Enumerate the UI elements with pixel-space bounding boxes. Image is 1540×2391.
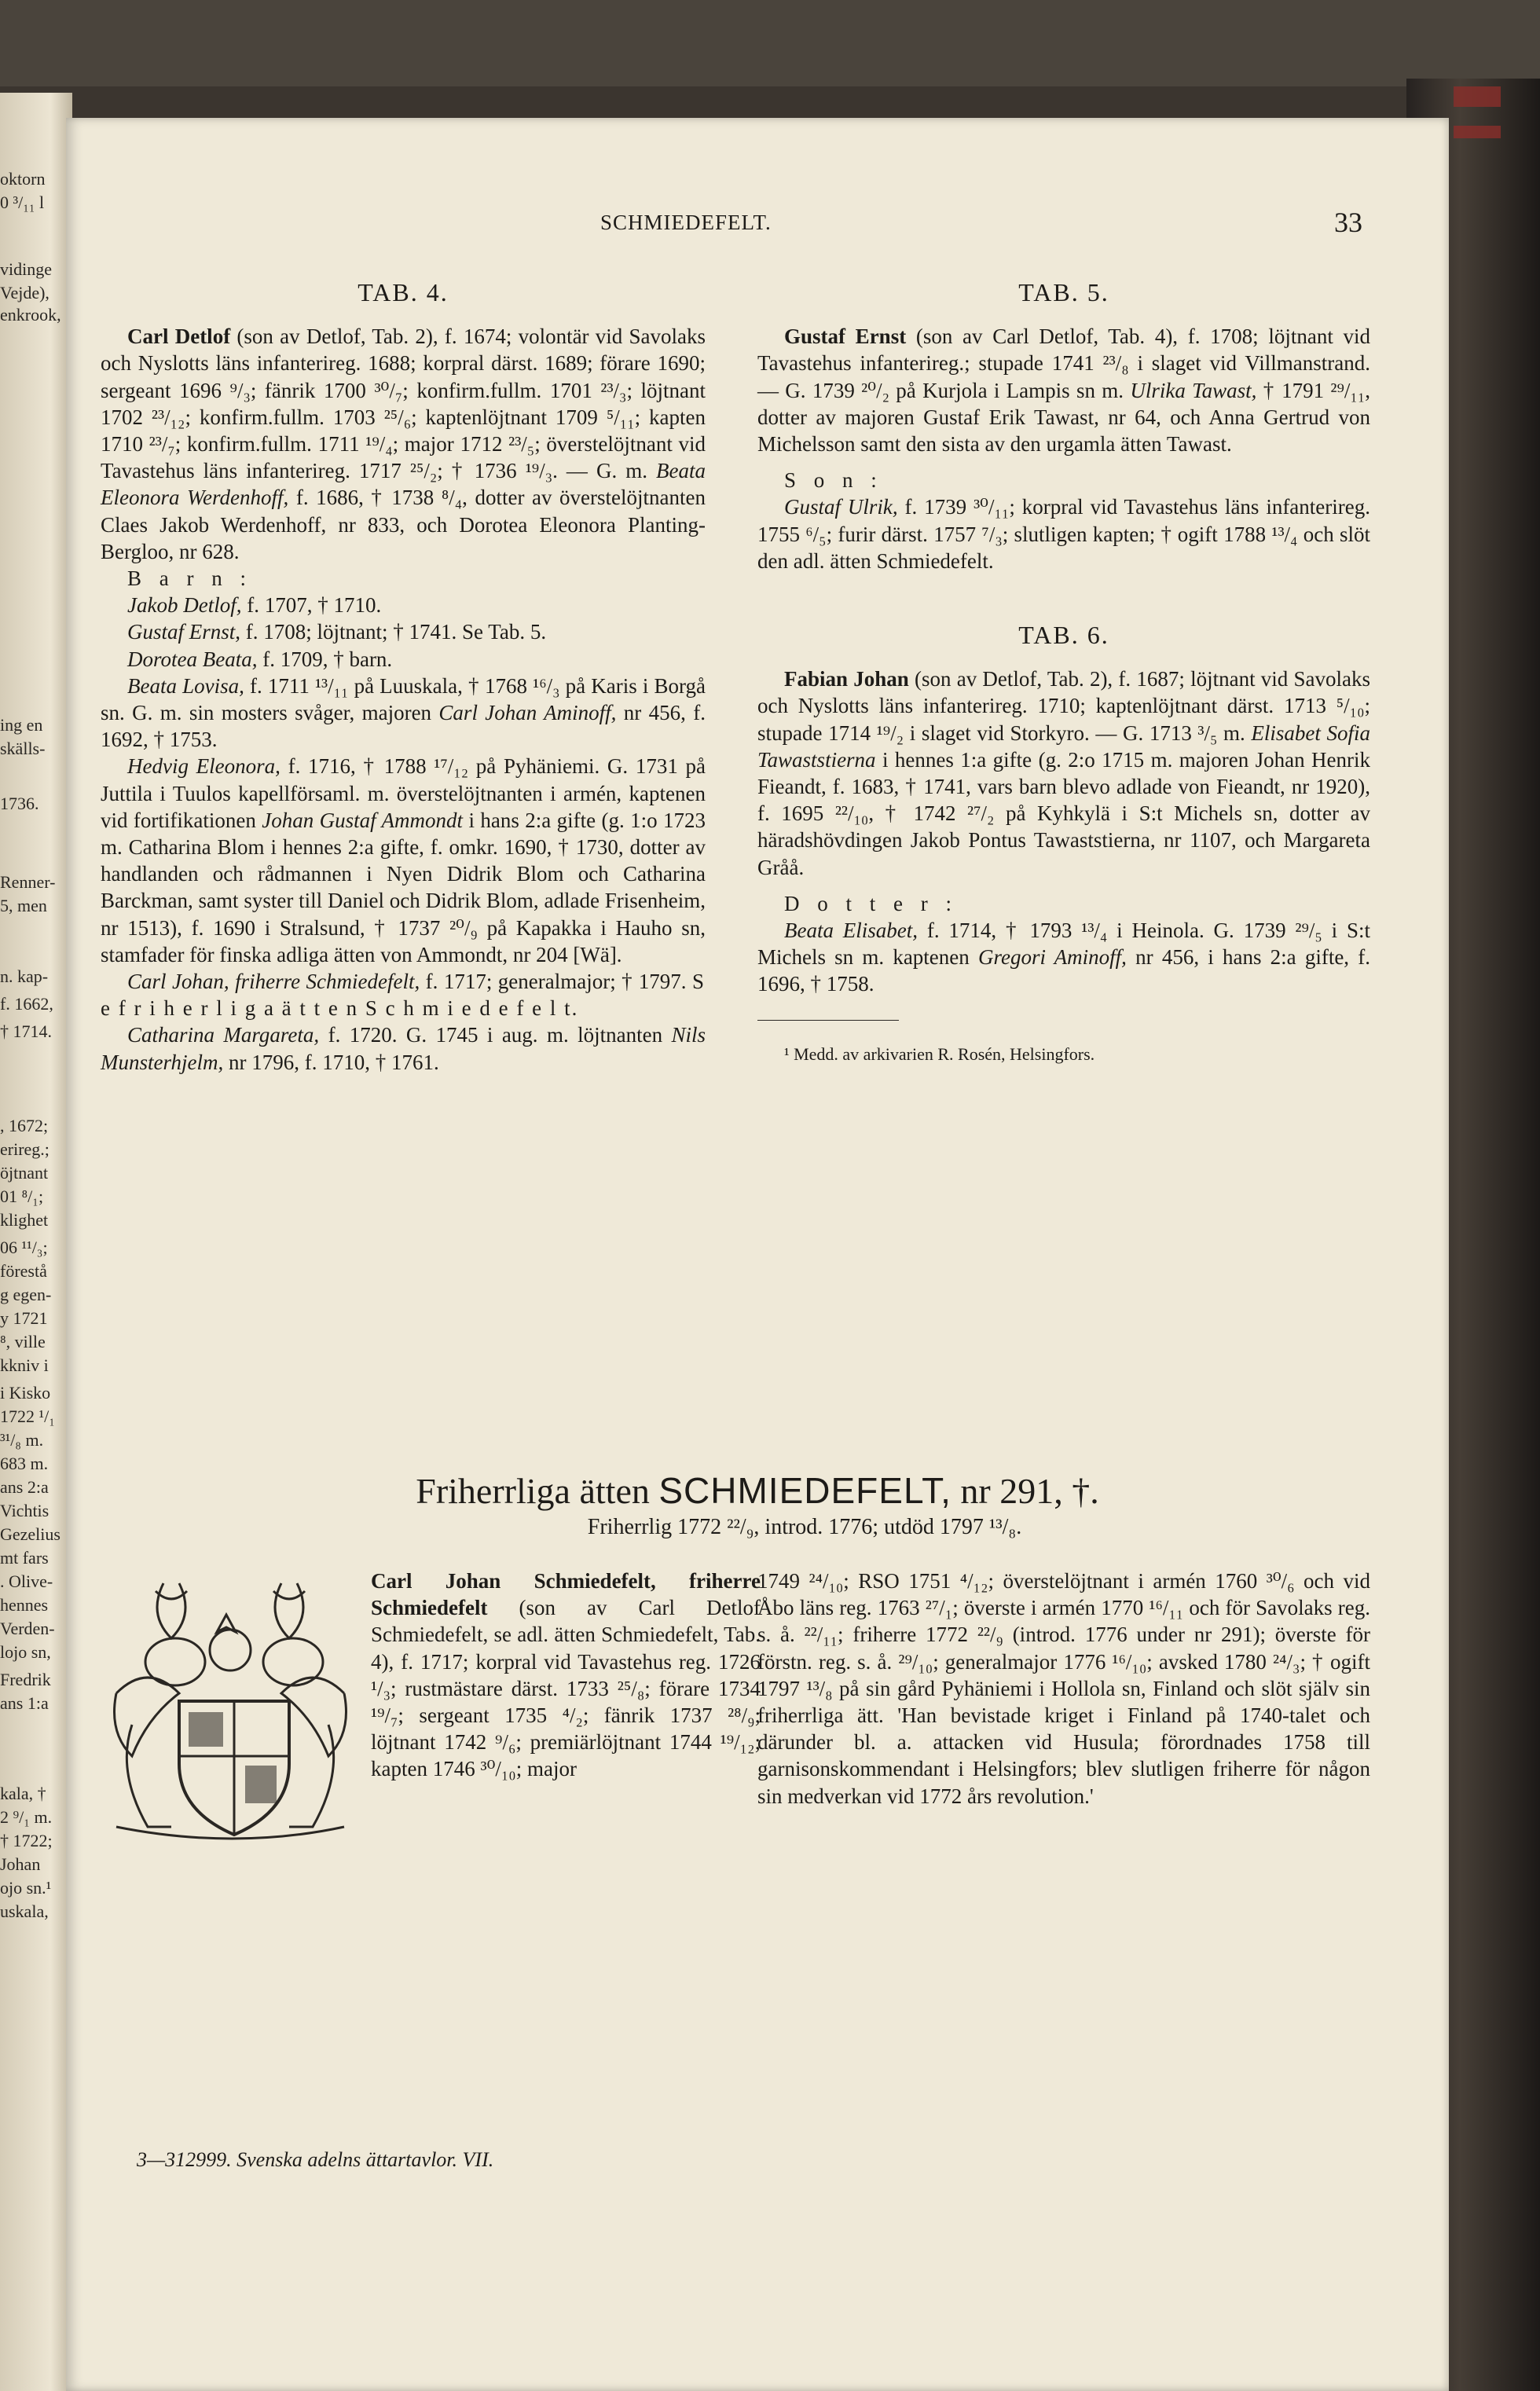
- left-page-fragment: skälls-: [0, 739, 46, 758]
- left-page-fragment: Fredrik: [0, 1670, 51, 1689]
- section-subtitle: Friherrlig 1772 ²²/₉, introd. 1776; utdöd 1797 ¹³/₈.: [587, 1515, 1022, 1539]
- left-page-fragment: 0 ³/₁₁ l: [0, 193, 45, 212]
- child-entry: Catharina Margareta, f. 1720. G. 1745 i aug. m. löjtnanten Nils Munsterhjelm, nr 1796, f. 1710, † 1761.: [101, 1023, 706, 1074]
- print-signature: 3—312999. Svenska adelns ättartavlor. VII.: [137, 2148, 494, 2171]
- baron-entry: Carl Johan Schmiedefelt, friherre Schmiedefelt (son av Carl Detlof Schmiedefelt, se adl. ätten Schmiedefelt, Tab. 4), f. 1717; korpral vid Tavastehus reg. 1726 ¹/₃; rustmästare därst. 1733 ²⁵/₈; förare 1734 ¹⁹/₇; sergeant 1735 ⁴/₂; fänrik 1737 ²⁸/₉; löjtnant 1742 ⁹/₆; premiärlöjtnant 1744 ¹⁹/₁₂; kapten 1746 ³⁰/₁₀; major: [371, 1569, 761, 1781]
- children-label: B a r n :: [127, 567, 252, 591]
- left-page-fragment: ans 2:a: [0, 1477, 49, 1497]
- child-entry: Hedvig Eleonora, f. 1716, † 1788 ¹⁷/₁₂ på Pyhäniemi. G. 1731 på Juttila i Tuulos kapellförsaml. m. överstelöjtnanten i armén, kaptenen vid fortifikationen Johan Gustaf Ammondt i hans 2:a gifte (g. 1:o 1723 m. Catharina Blom i hennes 2:a gifte, f. omkr. 1690, † 1730, dotter av handlanden och rådmannen i Nyen Didrik Blom och Catharina Barckman, samt syster till Daniel och Didrik Blom, adlade Frisenheim, nr 1513), f. 1690 i Stralsund, † 1737 ²⁰/₉ på Kapakka i Hauho sn, stamfader för finska adliga ätten von Ammondt, nr 204 [Wä].: [101, 754, 706, 966]
- page-number: 33: [1334, 207, 1362, 238]
- left-page-fragment: uskala,: [0, 1901, 49, 1921]
- son-label: S o n :: [784, 468, 883, 493]
- section-title: Friherrliga ätten SCHMIEDEFELT, nr 291, †.: [416, 1470, 1099, 1511]
- left-page-fragment: Gezelius: [0, 1524, 60, 1544]
- left-page-fragment: oktorn: [0, 169, 46, 189]
- left-page-fragment: † 1714.: [0, 1021, 52, 1041]
- left-page-fragment: Vejde),: [0, 283, 50, 303]
- left-page-edge: [0, 93, 72, 2391]
- coat-of-arms: [101, 1568, 360, 1843]
- left-page-fragment: 1722 ¹/₁: [0, 1406, 55, 1426]
- left-page-fragment: mt fars: [0, 1548, 49, 1568]
- child-entry: Beata Elisabet, f. 1714, † 1793 ¹³/₄ i Heinola. G. 1739 ²⁹/₅ i S:t Michels sn m. kaptenen Gregori Aminoff, nr 456, i hans 2:a gifte, f. 1696, † 1758.: [757, 919, 1370, 996]
- section-right-column: 1749 ²⁴/₁₀; RSO 1751 ⁴/₁₂; överstelöjtnant i armén 1760 ³⁰/₆ och vid Åbo läns reg. 1763 ²⁷/₁; överste i armén 1770 ¹⁶/₁₁ och för Savolaks reg. s. å. ²²/₁₁; friherre 1772 ²²/₉ (introd. 1776 under nr 291); överste för förstn. reg. s. å. ²⁹/₁₀; generalmajor 1776 ¹⁶/₁₀; avsked 1780 ²⁴/₃; † ogift 1797 ¹³/₈ på sin gård Pyhäniemi i Hollola sn, Finland och slöt själv sin friherrliga ätt. 'Han bevistade kriget i Finland på 1740-talet och därunder bl. a. attacken vid Husula; förordnades 1758 till garnisonskommendant i Helsingfors; blev slutligen friherre för någon sin medverkan vid 1772 års revolution.': [757, 1569, 1370, 1808]
- daughter-label: D o t t e r :: [784, 891, 958, 915]
- left-page-fragment: enkrook,: [0, 305, 61, 325]
- left-page-fragment: ing en: [0, 715, 43, 735]
- left-page-fragment: 06 ¹¹/₃;: [0, 1238, 48, 1257]
- left-page-fragment: Verden-: [0, 1619, 55, 1638]
- child-entry: Beata Lovisa, f. 1711 ¹³/₁₁ på Luuskala, † 1768 ¹⁶/₃ på Karis i Borgå sn. G. m. sin mosters svåger, majoren Carl Johan Aminoff, nr 456, f. 1692, † 1753.: [101, 673, 706, 752]
- left-page-fragment: , 1672;: [0, 1116, 49, 1135]
- page-header: [66, 207, 1449, 250]
- left-page-fragment: y 1721: [0, 1308, 48, 1328]
- child-entry: Gustaf Ulrik, f. 1739 ³⁰/₁₁; korpral vid Tavastehus läns infanterireg. 1755 ⁶/₅; furir därst. 1757 ⁷/₃; slutligen kapten; † ogift 1788 ¹³/₄ och slöt den adl. ätten Schmiedefelt.: [757, 495, 1370, 573]
- tab6-heading: TAB. 6.: [1018, 621, 1109, 650]
- left-page-fragment: kala, †: [0, 1784, 46, 1803]
- left-page-fragment: Renner-: [0, 872, 56, 892]
- child-entry: Dorotea Beata, f. 1709, † barn.: [127, 647, 393, 671]
- child-entry: Jakob Detlof, f. 1707, † 1710.: [127, 593, 382, 618]
- background: [0, 0, 1540, 86]
- left-page-fragment: g egen-: [0, 1285, 52, 1304]
- spine-marking: [1454, 126, 1501, 138]
- left-page-fragment: förestå: [0, 1261, 47, 1281]
- tab4-heading: TAB. 4.: [358, 278, 449, 306]
- left-page-fragment: erireg.;: [0, 1139, 50, 1159]
- tab5-heading: TAB. 5.: [1018, 278, 1109, 306]
- running-head: SCHMIEDEFELT.: [600, 211, 772, 234]
- left-page-fragment: ans 1:a: [0, 1693, 49, 1713]
- child-entry: Gustaf Ernst, f. 1708; löjtnant; † 1741. Se Tab. 5.: [127, 620, 547, 644]
- left-page-fragment: † 1722;: [0, 1831, 53, 1850]
- tab6-entry: Fabian Johan (son av Detlof, Tab. 2), f. 1687; löjtnant vid Savolaks och Nyslotts läns infanterireg. 1710; kaptenlöjtnant därst. 1713 ⁵/₁₀; stupade 1714 ¹⁹/₂ i slaget vid Storkyro. — G. 1713 ³/₅ m. Elisabet Sofia Tawaststierna i hennes 1:a gifte (g. 2:o 1715 m. majoren Johan Henrik Fieandt, f. 1683, † 1741, vars barn blevo adlade von Fieandt, nr 1920), f. 1695 ²²/₁₀, † 1742 ²⁷/₂ på Kyhkylä i S:t Michels sn, dotter av häradshövdingen Jakob Pontus Tawaststierna, nr 1107, och Margareta Gråå.: [757, 667, 1371, 879]
- left-page-fragment: Johan: [0, 1854, 41, 1874]
- footnote-rule: [757, 1020, 899, 1021]
- tab4-entry: Carl Detlof (son av Detlof, Tab. 2), f. 1674; volontär vid Savolaks och Nyslotts läns infanterireg. 1688; korpral därst. 1689; förare 1690; sergeant 1696 ⁹/₃; fänrik 1700 ³⁰/₇; konfirm.fullm. 1701 ²³/₃; löjtnant 1702 ²³/₁₂; konfirm.fullm. 1703 ²⁵/₆; kaptenlöjtnant 1709 ⁵/₁₁; kapten 1710 ²³/₇; konfirm.fullm. 1711 ¹⁹/₄; major 1712 ²³/₅; överstelöjtnant vid Tavastehus läns infanterireg. 1717 ²⁵/₂; † 1736 ¹⁹/₃. — G. m. Beata Eleonora Werdenhoff, f. 1686, † 1738 ⁸/₄, dotter av överstelöjtnanten Claes Jakob Werdenhoff, nr 833, och Dorotea Eleonora Planting-Bergloo, nr 628.: [101, 325, 706, 563]
- left-page-fragment: 01 ⁸/₁;: [0, 1186, 44, 1206]
- left-page-fragment: . Olive-: [0, 1571, 53, 1591]
- left-page-fragment: 5, men: [0, 896, 47, 915]
- footnote: ¹ Medd. av arkivarien R. Rosén, Helsingfors.: [784, 1043, 1095, 1064]
- spine-marking: [1454, 86, 1501, 107]
- left-page-fragment: lojo sn,: [0, 1642, 51, 1662]
- left-page-fragment: ojo sn.¹: [0, 1878, 52, 1898]
- barony-section: [66, 1469, 1449, 1540]
- left-page-fragment: hennes: [0, 1595, 49, 1615]
- tab5-entry: Gustaf Ernst (son av Carl Detlof, Tab. 4), f. 1708; löjtnant vid Tavastehus infanterireg.; stupade 1741 ²³/₈ i slaget vid Villmanstrand. — G. 1739 ²⁰/₂ på Kurjola i Lampis sn m. Ulrika Tawast, † 1791 ²⁹/₁₁, dotter av majoren Gustaf Erik Tawast, nr 64, och Anna Gertrud von Michelsson samt den sista av den urgamla ätten Tawast.: [757, 325, 1371, 457]
- column-left: [101, 279, 706, 1076]
- left-page-fragment: ³¹/₈ m.: [0, 1430, 44, 1450]
- left-page-fragment: 2 ⁹/₁ m.: [0, 1807, 53, 1827]
- left-page-fragment: 1736.: [0, 794, 39, 813]
- left-page-fragment: ⁸, ville: [0, 1332, 46, 1351]
- left-page-fragment: Vichtis: [0, 1501, 50, 1520]
- column-right: [757, 279, 1370, 1068]
- left-page-fragment: klighet: [0, 1210, 49, 1230]
- left-page-fragment: i Kisko: [0, 1383, 51, 1403]
- child-entry: Carl Johan, friherre Schmiedefelt, f. 1717; generalmajor; † 1797. S e f r i h e r l i g a ä t t e n S c h m i e d e f e l t.: [101, 970, 706, 1021]
- left-page-fragment: vidinge: [0, 259, 52, 279]
- left-page-fragment: n. kap-: [0, 966, 49, 986]
- left-page-fragment: öjtnant: [0, 1163, 49, 1183]
- section-left-column: [101, 1568, 761, 1843]
- coat-of-arms-image: [101, 1568, 360, 1843]
- left-page-fragment: kkniv i: [0, 1355, 49, 1375]
- left-page-fragment: f. 1662,: [0, 994, 53, 1014]
- left-page-fragment: 683 m.: [0, 1454, 49, 1473]
- book-page: [66, 118, 1449, 2391]
